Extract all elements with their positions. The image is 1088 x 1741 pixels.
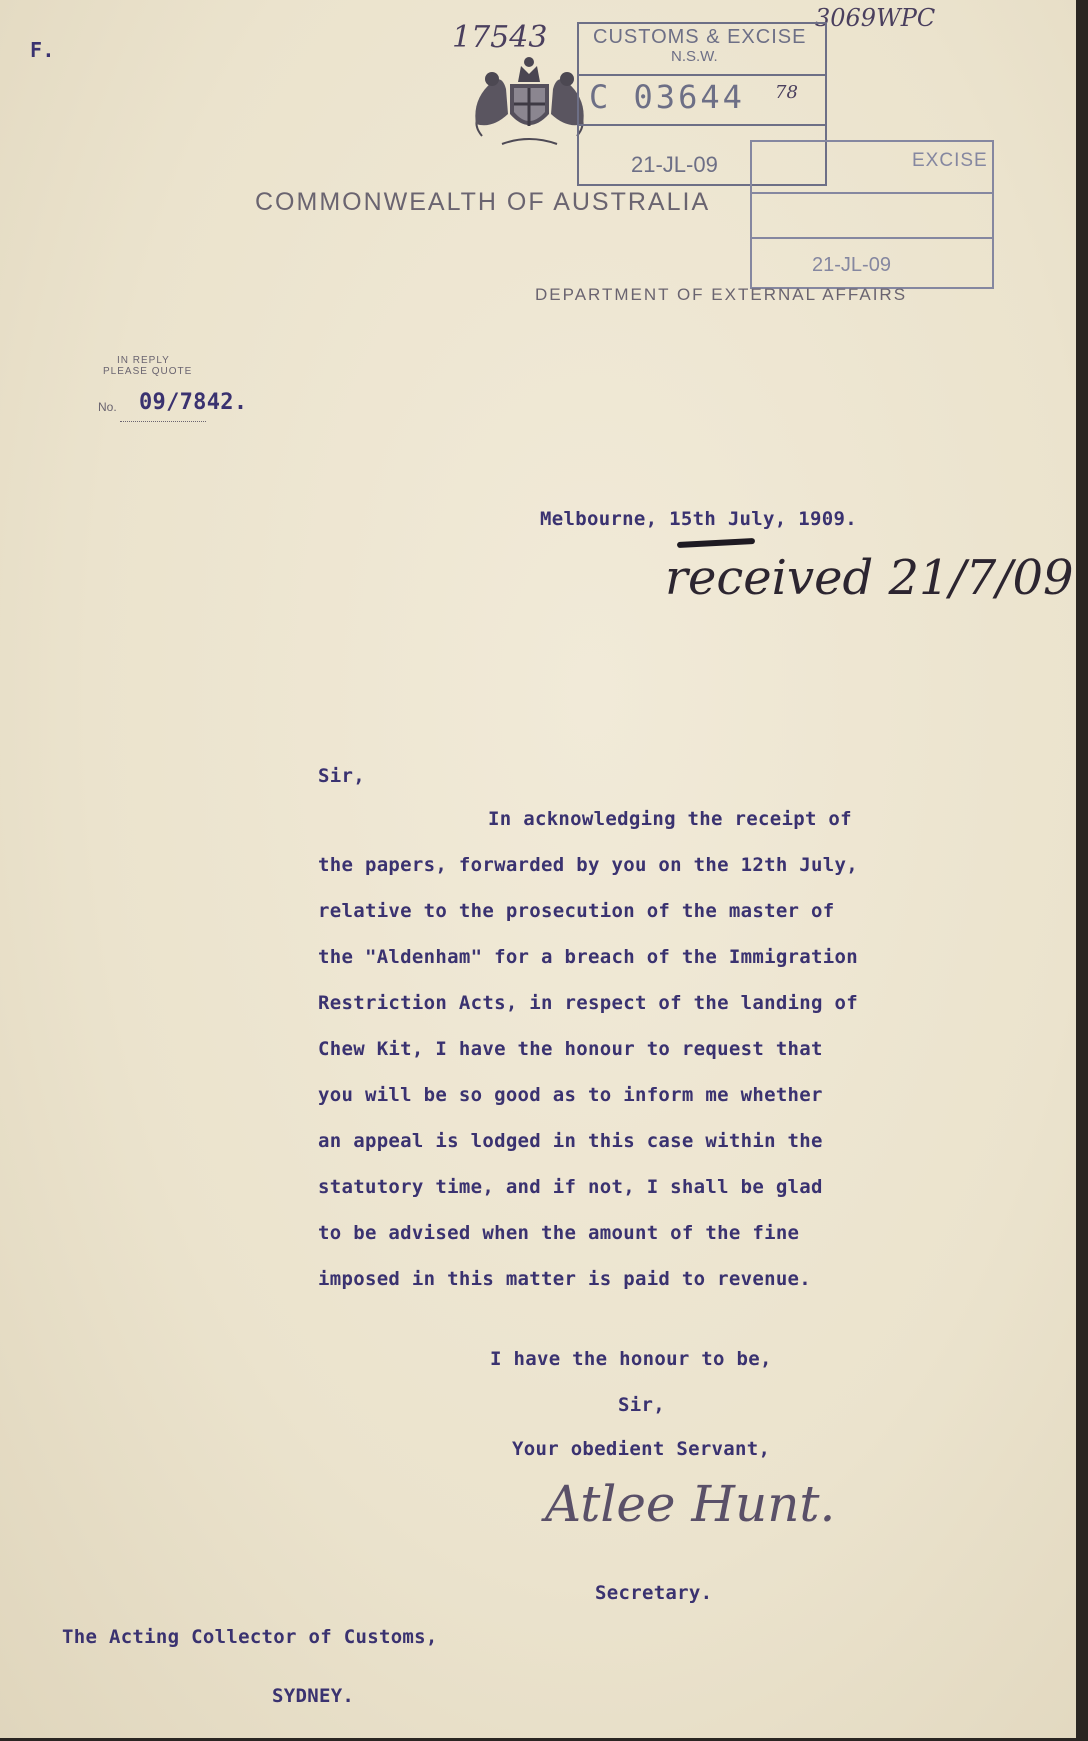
stamp-subheading: N.S.W. xyxy=(671,48,718,65)
signature: Atlee Hunt. xyxy=(545,1475,836,1533)
letterhead-department: DEPARTMENT OF EXTERNAL AFFAIRS xyxy=(535,285,908,304)
handwritten-reference-right: 3069WPC xyxy=(815,4,936,32)
stamp-rule xyxy=(752,237,992,239)
underline-stroke xyxy=(677,538,755,548)
addressee-city: SYDNEY. xyxy=(272,1685,355,1707)
body-line: imposed in this matter is paid to revenue. xyxy=(318,1268,812,1290)
stamp-rule xyxy=(579,74,825,76)
reply-reference xyxy=(103,355,192,377)
reply-label: IN REPLY xyxy=(117,355,170,366)
reply-number: 09/7842. xyxy=(139,390,248,415)
stamp-date: 21-JL-09 xyxy=(631,152,718,177)
stamp-rule xyxy=(579,124,825,126)
closing-servant: Your obedient Servant, xyxy=(512,1438,771,1460)
reply-dotted-line xyxy=(120,421,206,422)
body-line: relative to the prosecution of the master of xyxy=(318,900,835,922)
letterhead-title: COMMONWEALTH OF AUSTRALIA xyxy=(255,188,711,216)
stamp-heading: EXCISE xyxy=(912,150,988,171)
body-line: you will be so good as to inform me whether xyxy=(318,1084,823,1106)
handwritten-reference: 17543 xyxy=(452,20,548,55)
date-line: Melbourne, 15th July, 1909. xyxy=(540,508,857,530)
reply-label: PLEASE QUOTE xyxy=(103,366,193,377)
corner-mark: F. xyxy=(30,38,55,62)
stamp-number-suffix: 78 xyxy=(775,82,798,103)
body-line: In acknowledging the receipt of xyxy=(488,808,852,830)
excise-stamp xyxy=(750,140,994,289)
closing-sir: Sir, xyxy=(618,1394,665,1416)
body-line: statutory time, and if not, I shall be glad xyxy=(318,1176,823,1198)
stamp-number: C 03644 xyxy=(589,78,745,116)
body-line: to be advised when the amount of the fine xyxy=(318,1222,800,1244)
stamp-date: 21-JL-09 xyxy=(812,254,891,276)
reply-no-label: No. xyxy=(98,400,117,414)
signatory-title: Secretary. xyxy=(595,1582,713,1604)
salutation: Sir, xyxy=(318,765,365,787)
addressee-line: The Acting Collector of Customs, xyxy=(62,1626,438,1648)
body-line: Chew Kit, I have the honour to request that xyxy=(318,1038,823,1060)
received-note: received 21/7/09 xyxy=(665,550,1074,606)
stamp-rule xyxy=(752,192,992,194)
body-line: the "Aldenham" for a breach of the Immigration xyxy=(318,946,858,968)
body-line: an appeal is lodged in this case within the xyxy=(318,1130,823,1152)
stamp-heading: CUSTOMS & EXCISE xyxy=(593,26,807,48)
body-line: Restriction Acts, in respect of the landing of xyxy=(318,992,858,1014)
body-line: the papers, forwarded by you on the 12th July, xyxy=(318,854,858,876)
closing-line: I have the honour to be, xyxy=(490,1348,772,1370)
